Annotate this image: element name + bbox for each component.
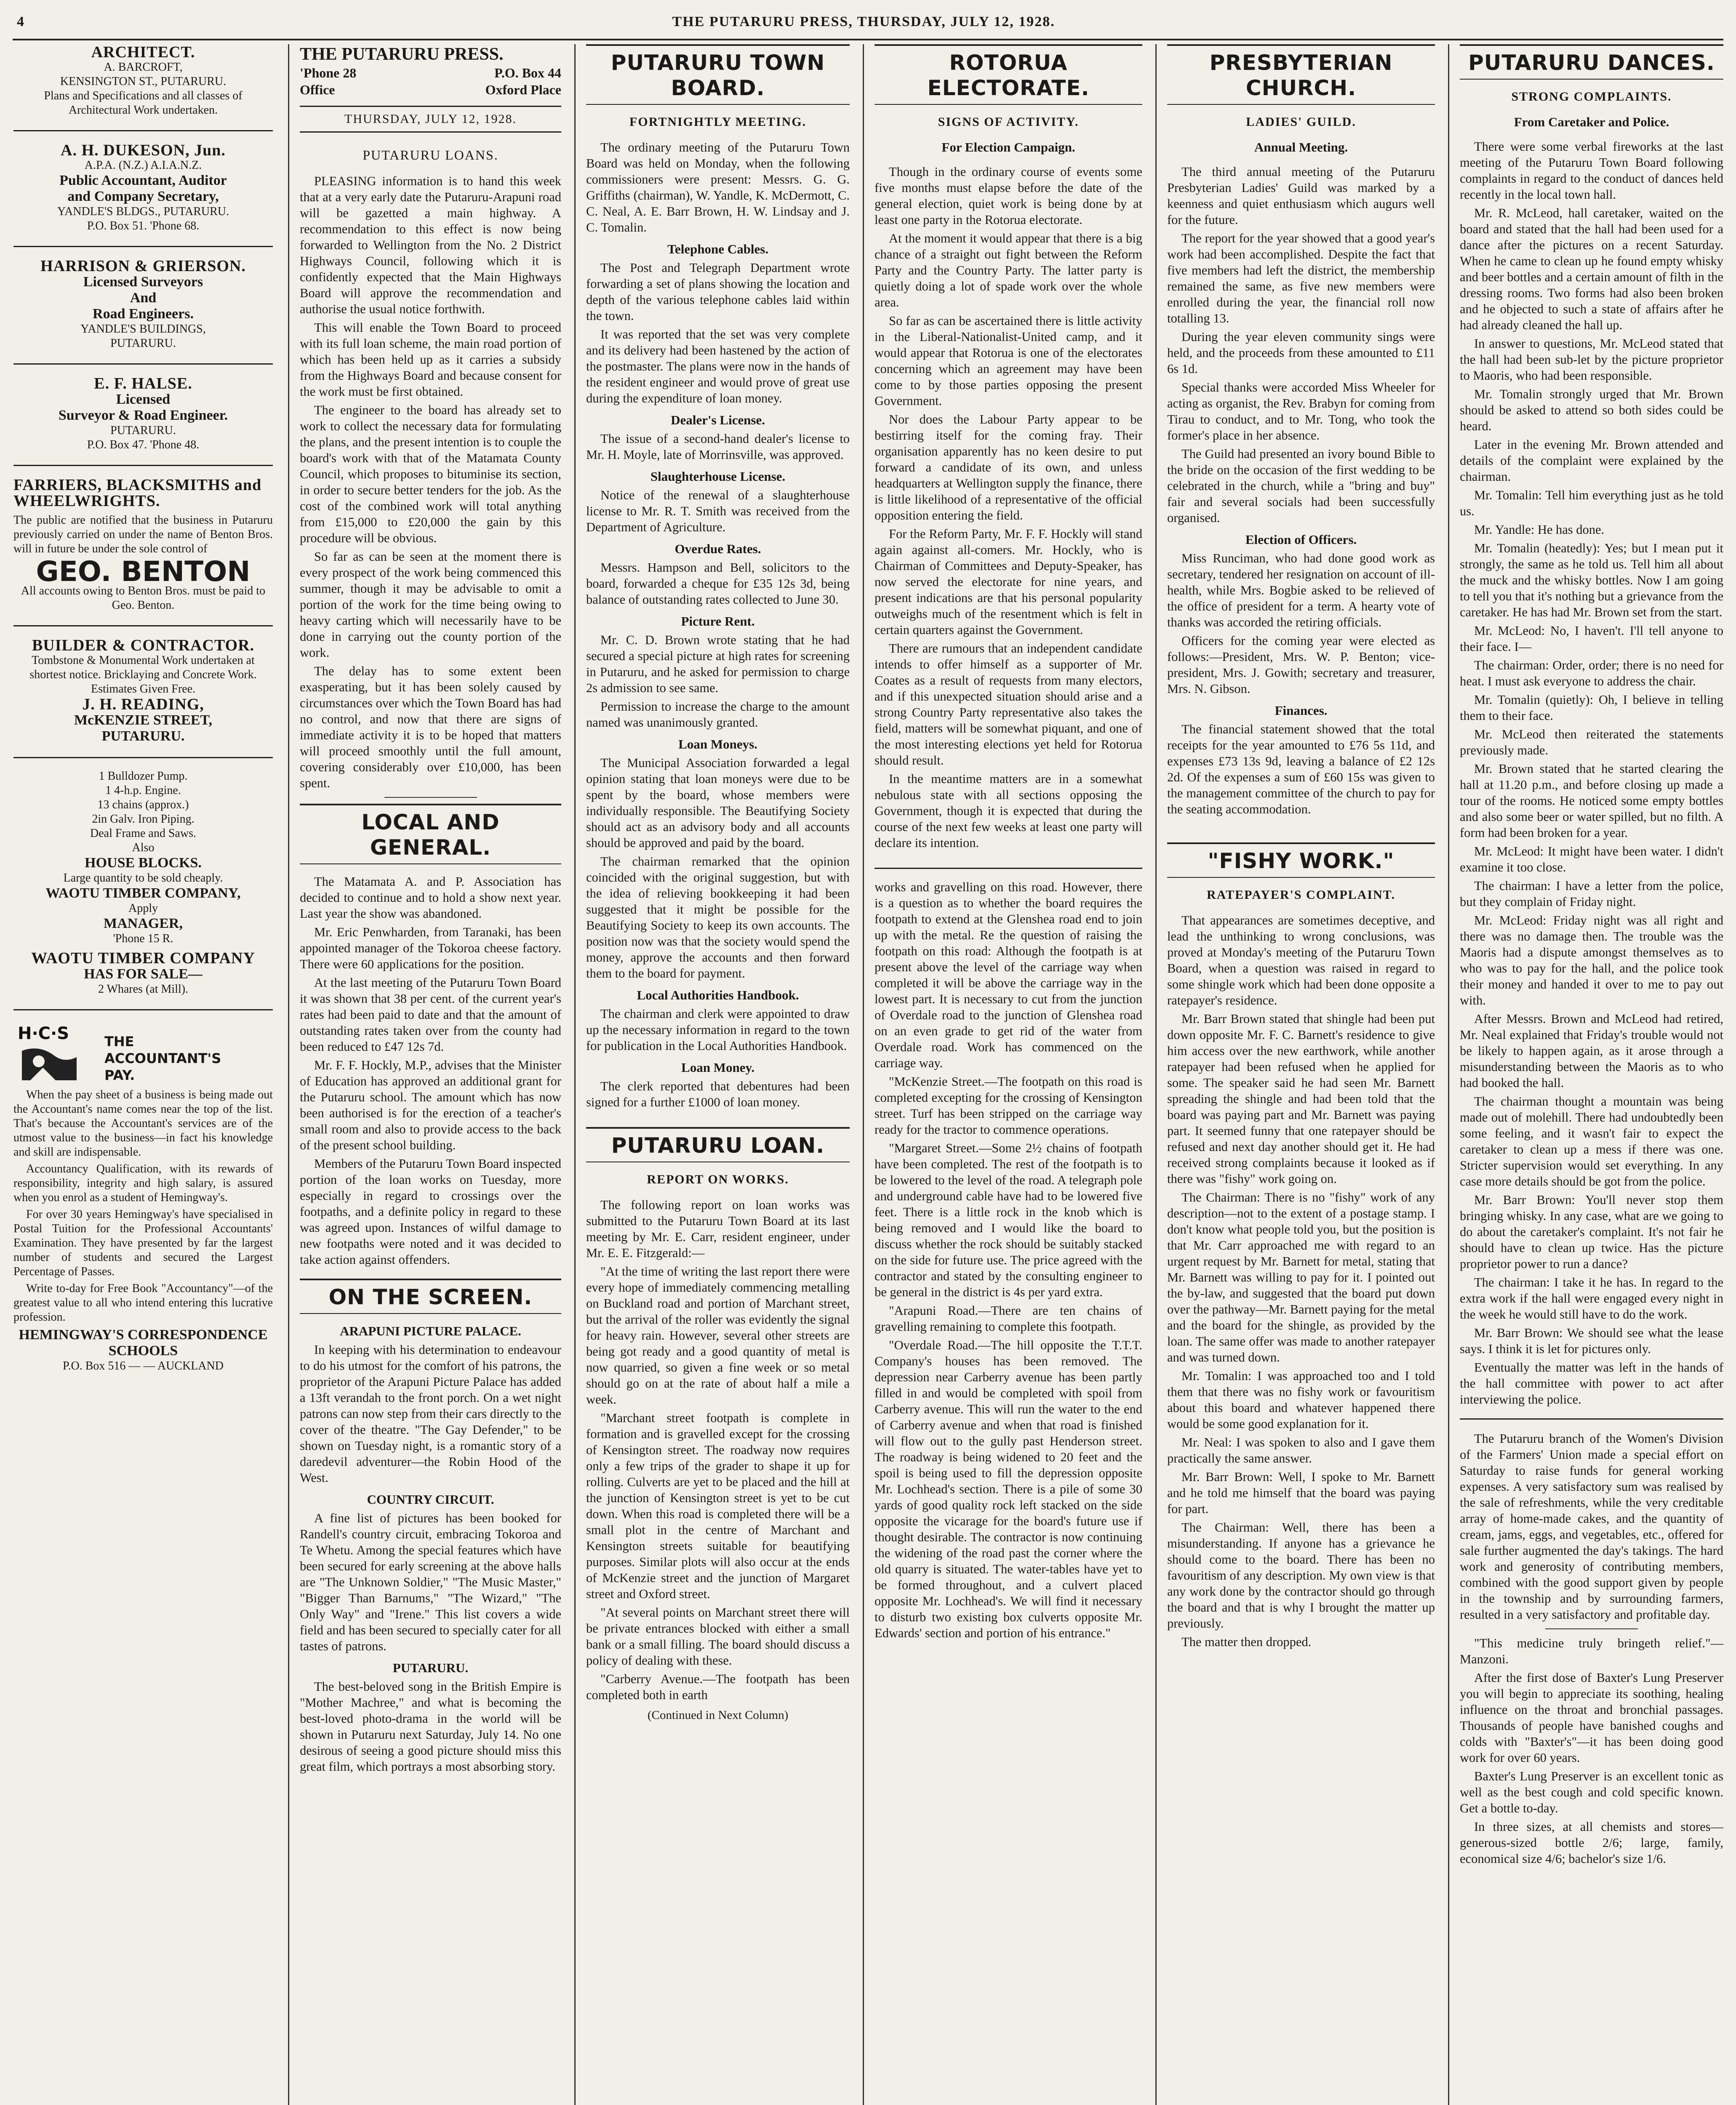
article-paragraph: Miss Runciman, who had done good work as secretary, tendered her resignation on account of ill-health, while Mrs. Bogbie asked to be relieved of the office of president for a term. A hearty vote of thanks was accorded the retiring officials. bbox=[1167, 551, 1435, 629]
running-head bbox=[0, 9, 1736, 35]
article-subheading: STRONG COMPLAINTS. bbox=[1511, 90, 1672, 104]
article-subheading: REPORT ON WORKS. bbox=[647, 1172, 789, 1186]
article-paragraph: There are rumours that an independent candidate intends to offer himself as a supporter of Mr. Coates as a result of requests from many electors, and if this unexpected situation should arise and a strong Country Party representative also takes the field, matters will be somewhat piquant, and one of the most interesting elections yet held for Rotorua should result. bbox=[875, 641, 1142, 767]
article-paragraph: Mr. Barr Brown stated that shingle had been put down opposite Mr. F. C. Barnett's residence to give him access over the new earthwork, while another ratepayer had been refused when he applied for some. The speaker said he had seen Mr. Barnett spreading the shingle and had been told that the board was paying part and Mr. Barnett was paying part. It seemed funny that one ratepayer should be refused and next day another should get it. He had received strong complaints because it looked as if there was "fishy" work going on. bbox=[1167, 1012, 1435, 1186]
article-paragraph: "Arapuni Road.—There are ten chains of gravelling remaining to complete this footpath. bbox=[875, 1303, 1142, 1334]
article-paragraph: The delay has to some extent been exasperating, but it has been solely caused by circumstances over which the Town Board has had no control, and now that there are signs of immediate activity it is to be hoped that matters will proceed smoothly until the full amount, covering considerably over £10,000, has been spent. bbox=[300, 664, 561, 790]
article-paragraph: "Carberry Avenue.—The footpath has been completed both in earth bbox=[586, 1672, 850, 1702]
advert-paragraph: After the first dose of Baxter's Lung Preserver you will begin to appreciate its soothing, healing influence on the throat and bronchial passages. Thousands of people have banished coughs and colds with "Baxter's"—it has been doing good work for over 60 years. bbox=[1460, 1671, 1723, 1765]
article-paragraph: The chairman: I have a letter from the police, but they complain of Friday night. bbox=[1460, 879, 1723, 909]
ad-contact: P.O. Box 47. 'Phone 48. bbox=[87, 438, 200, 451]
divider bbox=[13, 1009, 273, 1010]
ad-farriers bbox=[13, 477, 273, 613]
article-paragraph: PLEASING information is to hand this week that at a very early date the Putaruru-Arapuni road will be gazetted a main highway. A recommendation to this effect is now being forwarded to Wellington from the No. 2 District Highways Council, following which it is confidently expected that the Main Highways Board will approve the recommendation and authorise the usual notice forthwith. bbox=[300, 174, 561, 316]
ad-contact: 'Phone 15 R. bbox=[113, 932, 173, 945]
divider bbox=[875, 868, 1142, 869]
ad-dukeson bbox=[13, 142, 273, 233]
continued-note: (Continued in Next Column) bbox=[647, 1708, 789, 1722]
divider bbox=[13, 130, 273, 131]
article-paragraph: The Chairman: Well, there has been a misunderstanding. If anyone has a grievance he should come to the board. There has been no favouritism of any description. My own view is that any work done by the contractor should go through the board and that is why I brought the matter up previously. bbox=[1167, 1520, 1435, 1631]
article-paragraph: Mr. Brown stated that he started clearing the hall at 11.20 p.m., and before closing up made a tour of the rooms. He noticed some empty bottles and also some beer or water spilled, but no filth. A form had been broken for a year. bbox=[1460, 762, 1723, 840]
sale-item: 13 chains (approx.) bbox=[97, 798, 189, 811]
ad-address: YANDLE'S BUILDINGS, bbox=[80, 322, 206, 336]
article-paragraph: The chairman: I take it he has. In regard to the extra work if the hall were engaged every night in the week he would still have to do the work. bbox=[1460, 1275, 1723, 1322]
ad-line: Licensed Surveyors bbox=[83, 274, 203, 290]
hcs-logo-text: H·C·S bbox=[18, 1024, 69, 1043]
ad-town: PUTARURU. bbox=[110, 424, 176, 437]
article-subheading-2: Annual Meeting. bbox=[1254, 140, 1348, 155]
article-subheading: RATEPAYER'S COMPLAINT. bbox=[1207, 888, 1395, 902]
section-heading: Slaughterhouse License. bbox=[650, 469, 786, 484]
ad-name-large: GEO. BENTON bbox=[36, 555, 251, 588]
column-rule bbox=[288, 44, 289, 2105]
article-paragraph: Permission to increase the charge to the amount named was unanimously granted. bbox=[586, 699, 850, 730]
advert-paragraph: "This medicine truly bringeth relief."—Manzoni. bbox=[1460, 1636, 1723, 1666]
article-paragraph: The third annual meeting of the Putaruru Presbyterian Ladies' Guild was marked by a keenness and quiet enthusiasm which augurs well for the future. bbox=[1167, 165, 1435, 227]
ad-hemingways bbox=[13, 1021, 273, 1373]
article-paragraph: That appearances are sometimes deceptive, and lead the unthinking to wrong conclusions, was proved at Monday's meeting of the Putaruru Town Board, when a question was raised in regard to some shingle work which had been done opposite a ratepayer's residence. bbox=[1167, 913, 1435, 1007]
article-paragraph: At the moment it would appear that there is a big chance of a straight out fight between the Reform Party and the Country Party. The latter party is quietly doing a lot of spade work over the whole area. bbox=[875, 231, 1142, 309]
article-paragraph: Mr. Yandle: He has done. bbox=[1474, 522, 1605, 537]
advert-paragraph: Baxter's Lung Preserver is an excellent tonic as well as the best cough and cold specific known. Get a bottle to-day. bbox=[1460, 1769, 1723, 1815]
section-heading: Picture Rent. bbox=[681, 614, 755, 629]
article-headline: PRESBYTERIAN CHURCH. bbox=[1167, 44, 1435, 105]
article-paragraph: Mr. McLeod: Friday night was all right and there was no damage then. The trouble was the Maoris had a dispute amongst themselves as to who was to pay for the hall, and the police took their money and handed it over to me to pay out with. bbox=[1460, 913, 1723, 1007]
article-headline: PUTARURU TOWN BOARD. bbox=[586, 44, 850, 105]
section-heading: Dealer's License. bbox=[671, 413, 765, 427]
article-paragraph: The engineer to the board has already set to work to collect the necessary data for formulating the plans, and the present intention is to couple the board's work with that of the Matamata County Council, which proposes to bituminise its section, in order to secure better tenders for the job. As the cost of the combined work will total anything from £15,000 to £20,000 the gain by this procedure will be obvious. bbox=[300, 403, 561, 545]
article-paragraph: Mr. Barr Brown: Well, I spoke to Mr. Barnett and he told me himself that the board was paying for part. bbox=[1167, 1470, 1435, 1516]
masthead-title: THE PUTARURU PRESS. bbox=[300, 45, 504, 64]
column-rule bbox=[863, 44, 864, 2105]
article-paragraph: "Margaret Street.—Some 2½ chains of footpath have been completed. The rest of the footpath is to be lowered to the level of the road. A telegraph pole and underground cable have had to be lowered five feet. There is a little rock in the knob which is being removed and I would like the board to discuss whether the rock should be suitably stacked on the side for future use. The price agreed with the contractor and stated by the consulting engineer to be general in the district is 4s per yard extra. bbox=[875, 1141, 1142, 1299]
column-rule bbox=[1448, 44, 1449, 2105]
ad-quals: A.P.A. (N.Z.) A.I.A.N.Z. bbox=[84, 159, 202, 172]
ad-line: And bbox=[130, 290, 157, 306]
article-paragraph: A fine list of pictures has been booked for Randell's country circuit, embracing Tokoroa and Te Whetu. Among the special features which have been secured for early screening at the above halls are "The Unknown Soldier," "The Music Master," "Bigger Than Barnums," "The Wizard," "The Only Way" and "Irene." This list covers a wide field and has been secured to specially cater for all tastes of patrons. bbox=[300, 1511, 561, 1653]
divider bbox=[384, 797, 477, 798]
ad-contact: P.O. Box 51. 'Phone 68. bbox=[87, 219, 200, 232]
ad-line: Apply bbox=[128, 902, 158, 915]
article-paragraph: Officers for the coming year were elected as follows:—President, Mrs. W. P. Benton; vice-president, Mrs. J. Gowith; secretary and treasurer, Mrs. N. Gibson. bbox=[1167, 634, 1435, 696]
phone-label: 'Phone 28 bbox=[300, 65, 357, 80]
section-heading: Local Authorities Handbook. bbox=[637, 988, 799, 1002]
article-paragraph: The matter then dropped. bbox=[1181, 1635, 1312, 1649]
article-subheading: FORTNIGHTLY MEETING. bbox=[629, 115, 807, 129]
hcs-title-line: THE bbox=[104, 1034, 134, 1050]
section-heading: Finances. bbox=[1275, 703, 1328, 718]
dateline: THURSDAY, JULY 12, 1928. bbox=[300, 106, 561, 133]
hcs-title bbox=[104, 1021, 221, 1084]
hcs-header bbox=[13, 1021, 273, 1084]
article-paragraph: The Municipal Association forwarded a legal opinion stating that loan moneys were due to be spent by the board, whose members were individually responsible. The Beautifying Society should act as an advisory body and all accounts should be approved and paid by the board. bbox=[586, 756, 850, 850]
article-paragraph: For the Reform Party, Mr. F. F. Hockly will stand again against all-comers. Mr. Hockly, who is Chairman of Committees and Deputy-Speaker, has now served the electorate for nine years, and present indications are that his personal popularity outweighs much of the resentment which is felt in certain quarters against the Government. bbox=[875, 527, 1142, 637]
article-paragraph: Mr. Neal: I was spoken to also and I gave them practically the same answer. bbox=[1167, 1435, 1435, 1466]
divider bbox=[1545, 1628, 1638, 1629]
article-paragraph: The chairman thought a mountain was being made out of molehill. There had undoubtedly been some feeling, and it wasn't fair to expect the caretaker to clean up a mess if there was one. Stricter supervision would set everything. In any case more details should be got from the police. bbox=[1460, 1094, 1723, 1188]
ad-address: KENSINGTON ST., PUTARURU. bbox=[60, 75, 227, 88]
hcs-title-line: PAY. bbox=[104, 1067, 135, 1083]
article-headline: ON THE SCREEN. bbox=[300, 1279, 561, 1314]
ad-paragraph: For over 30 years Hemingway's have specialised in Postal Tuition for the Professional Accountants' Examination. They have presented by far the largest number of students and secured the Largest Percentage of Passes. bbox=[13, 1208, 273, 1278]
article-headline: ROTORUA ELECTORATE. bbox=[875, 44, 1142, 105]
article-paragraph: "Overdale Road.—The hill opposite the T.T.T. Company's houses has been removed. The depression near Carberry avenue has been partly filled in and would be completed with spoil from Carberry avenue. This will run the water to the end of Carberry avenue and when that road is finished will flow out to the gully past Henderson street. The roadway is being widened to 20 feet and the spoil is being used to fill the depression opposite Mr. Lochhead's section. There is a pile of some 30 yards of good quality rock left stacked on the side opposite the vicarage for the board's future use if thought desirable. The contractor is now continuing the widening of the road past the corner where the old quarry is situated. The water-tables have yet to be formed throughout, and a culvert placed opposite Mr. Lochhead's. We will find it necessary to disturb two existing box culverts opposite Mr. Edwards' section and portion of his entrance." bbox=[875, 1338, 1142, 1640]
column-dances bbox=[1451, 44, 1733, 2105]
ad-harrison bbox=[13, 258, 273, 351]
article-paragraph: Mr. Eric Penwharden, from Taranaki, has been appointed manager of the Tokoroa cheese factory. There were 60 applications for the position. bbox=[300, 925, 561, 971]
article-paragraph: "At the time of writing the last report there were every hope of immediately commencing metalling on Buckland road and portion of Marchant street, but the arrival of the roller was evidently the signal for heavy rain. However, several other streets are being got ready and a good quantity of metal is now quarried, so given a fine week or so metal should go on at the rate of about half a mile a week. bbox=[586, 1264, 850, 1407]
ad-builder bbox=[13, 637, 273, 744]
article-paragraph: So far as can be seen at the moment there is every prospect of the work being commenced this summer, though it may be advisable to omit a portion of the work for the time being owing to heavy carting which will necessarily have to be done in carrying out the county portion of the work. bbox=[300, 549, 561, 660]
article-paragraph: In the meantime matters are in a somewhat nebulous state with all sections opposing the Government, though it is expected that during the course of the next few weeks at least one party will declare its intention. bbox=[875, 772, 1142, 850]
ad-heading: FARRIERS, BLACKSMITHS and WHEELWRIGHTS. bbox=[13, 476, 262, 510]
article-paragraph: "McKenzie Street.—The footpath on this road is completed excepting for the crossing of Kensington street. Turf has been stripped on the carriage way ready for the tractor to commence operations. bbox=[875, 1074, 1142, 1137]
ad-text: Tombstone & Monumental Work undertaken at shortest notice. Bricklaying and Concrete Work. bbox=[29, 654, 257, 681]
header-rule bbox=[13, 39, 1723, 40]
article-paragraph: The clerk reported that debentures had been signed for a further £1000 of loan money. bbox=[586, 1079, 850, 1109]
article-paragraph: The Guild had presented an ivory bound Bible to the bride on the occasion of the first wedding to be celebrated in the church, while a "bring and buy" fair and several socials had been successfully organised. bbox=[1167, 447, 1435, 525]
section-heading: Telephone Cables. bbox=[667, 242, 768, 256]
ad-name: HARRISON & GRIERSON. bbox=[40, 257, 246, 275]
divider bbox=[13, 465, 273, 466]
article-subheading: LADIES' GUILD. bbox=[1246, 115, 1356, 129]
masthead-office-row bbox=[300, 81, 561, 98]
ad-company: WAOTU TIMBER COMPANY bbox=[31, 949, 255, 967]
page-number: 4 bbox=[17, 14, 25, 29]
ad-paragraph: Write to-day for Free Book "Accountancy"—of the greatest value to all who intend entering this lucrative profession. bbox=[13, 1282, 273, 1324]
advert-paragraph: In three sizes, at all chemists and stores—generous-sized bottle 2/6; large, family, economical size 4/6; bachelor's size 1/6. bbox=[1460, 1820, 1723, 1866]
ad-heading: ARCHITECT. bbox=[91, 44, 195, 61]
ad-name: E. F. HALSE. bbox=[94, 375, 192, 392]
article-paragraph: Later in the evening Mr. Brown attended and details of the complaint were explained by the chairman. bbox=[1460, 437, 1723, 484]
ad-company: WAOTU TIMBER COMPANY, bbox=[45, 885, 241, 901]
ad-line: 2 Whares (at Mill). bbox=[98, 983, 189, 996]
article-paragraph: Mr. McLeod then reiterated the statements previously made. bbox=[1460, 727, 1723, 757]
section-heading: Loan Money. bbox=[681, 1060, 755, 1075]
article-paragraph: Mr. Tomalin strongly urged that Mr. Brown should be asked to attend so both sides could be heard. bbox=[1460, 387, 1723, 433]
ad-line: HOUSE BLOCKS. bbox=[85, 855, 202, 871]
office-label: Office bbox=[300, 82, 335, 97]
office-place: Oxford Place bbox=[485, 82, 561, 97]
article-paragraph: Special thanks were accorded Miss Wheeler for acting as organist, the Rev. Brabyn for coming from Tirau to conduct, and to Mr. Tong, who took the former's place in her absence. bbox=[1167, 380, 1435, 442]
ad-line: Also bbox=[132, 841, 155, 854]
article-paragraph: Mr. Tomalin (heatedly): Yes; but I mean put it strongly, the same as he told us. Tell him all about the muck and the whisky bottles. Now I am going to tell you that it's nothing but a grievance from the caretaker. He has had Mr. Brown set from the start. bbox=[1460, 541, 1723, 619]
article-paragraph: There were some verbal fireworks at the last meeting of the Putaruru Town Board following complaints in regard to the conduct of dances held recently in the local town hall. bbox=[1460, 139, 1723, 202]
ad-name: A. BARCROFT, bbox=[104, 61, 183, 74]
article-paragraph: The chairman and clerk were appointed to draw up the necessary information in regard to the town for publication in the Local Authorities Handbook. bbox=[586, 1007, 850, 1053]
article-paragraph: The Matamata A. and P. Association has decided to continue and to hold a show next year. Last year the show was abandoned. bbox=[300, 874, 561, 921]
hcs-logo-icon bbox=[13, 1021, 98, 1084]
article-paragraph: Eventually the matter was left in the hands of the hall committee with power to act after interviewing the police. bbox=[1460, 1360, 1723, 1407]
ad-line: Road Engineers. bbox=[93, 306, 194, 322]
article-paragraph: The financial statement showed that the total receipts for the year amounted to £76 5s 11d, and expenses £73 13s 9d, leaving a balance of £2 12s 2d. Of the expenses a sum of £60 15s was given to the management committee of the church to pay for the seating accommodation. bbox=[1167, 722, 1435, 816]
column-rotorua-electorate bbox=[865, 44, 1152, 2105]
sale-item: 1 Bulldozer Pump. bbox=[99, 770, 188, 783]
sale-item: 2in Galv. Iron Piping. bbox=[92, 813, 195, 826]
ad-name: J. H. READING, bbox=[82, 695, 204, 713]
ad-text: The public are notified that the business in Putaruru previously carried on under the name of Benton Bros. will in future be under the sole control of bbox=[13, 514, 273, 555]
divider bbox=[13, 625, 273, 626]
ad-town: PUTARURU. bbox=[110, 337, 176, 350]
article-paragraph: At the last meeting of the Putaruru Town Board it was shown that 38 per cent. of the current year's rates had been paid to date and that the amount of outstanding rates taken over from the county had been reduced to £47 12s 7d. bbox=[300, 975, 561, 1054]
article-paragraph: The Putaruru branch of the Women's Division of the Farmers' Union made a special effort on Saturday to raise funds for general working expenses. A very satisfactory sum was realised by the sale of refreshments, while the very creditable array of home-made cakes, and the quantity of cream, jams, eggs, and vegetables, etc., offered for sale further augmented the day's takings. The hard work and generosity of contributing members, combined with the good support given by people in the township and by surrounding farmers, resulted in a very satisfactory and profitable day. bbox=[1460, 1431, 1723, 1622]
article-paragraph: This will enable the Town Board to proceed with its full loan scheme, the main road portion of which has been held up as it carries a subsidy from the Highways Board and because consent for the work must be first obtained. bbox=[300, 320, 561, 399]
article-paragraph: Members of the Putaruru Town Board inspected portion of the loan works on Tuesday, more especially in regard to crossings over the footpaths, and a definite policy in regard to these was agreed upon. Instances of wilful damage to new footpaths were noted and it was decided to take action against offenders. bbox=[300, 1156, 561, 1267]
ad-paragraph: When the pay sheet of a business is being made out the Accountant's name comes near the top of the list. That's because the Accountant's services are of the utmost value to the business—in fact his knowledge and skill are indispensable. bbox=[13, 1088, 273, 1159]
hcs-title-line: ACCOUNTANT'S bbox=[104, 1050, 221, 1066]
article-subheading-2: For Election Campaign. bbox=[941, 140, 1075, 155]
ad-line: Surveyor & Road Engineer. bbox=[58, 408, 228, 423]
article-paragraph: The issue of a second-hand dealer's license to Mr. H. Moyle, late of Morrinsville, was approved. bbox=[586, 432, 850, 462]
article-paragraph: "At several points on Marchant street there will be private entrances blocked with either a small bank or a small filling. The board should discuss a policy of dealing with these. bbox=[586, 1605, 850, 1668]
ad-line: Large quantity to be sold cheaply. bbox=[63, 871, 223, 885]
article-headline: PUTARURU LOAN. bbox=[586, 1127, 850, 1162]
column-rule bbox=[574, 44, 576, 2105]
masthead-phone-row bbox=[300, 64, 561, 81]
column-editorial bbox=[291, 44, 571, 2105]
article-paragraph: Nor does the Labour Party appear to be bestirring itself for the coming fray. Their organisation apparently has no keen desire to put forward a candidate of its own, and unless headquarters at Wellington supply the finance, there is little likelihood of a representative of the official opposition entering the field. bbox=[875, 412, 1142, 522]
article-paragraph: Messrs. Hampson and Bell, solicitors to the board, forwarded a cheque for £35 12s 3d, being balance of outstanding rates collected to June 30. bbox=[586, 560, 850, 607]
po-box: P.O. Box 44 bbox=[494, 65, 561, 80]
article-headline: LOCAL AND GENERAL. bbox=[300, 804, 561, 864]
ad-street: McKENZIE STREET, bbox=[74, 712, 213, 728]
article-paragraph: The chairman remarked that the opinion coincided with the original suggestion, but with the idea of relieving bookkeeping it had been suggested that it might be possible for the Beautifying Society to keep its own accounts. The position now was that the society would spend the money, approve the accounts and then forward them to the board for payment. bbox=[586, 854, 850, 981]
article-paragraph: The Post and Telegraph Department wrote forwarding a set of plans showing the location and depth of the various telephone cables laid within the town. bbox=[586, 261, 850, 323]
article-paragraph: During the year eleven community sings were held, and the proceeds from these amounted to £11 6s 1d. bbox=[1167, 330, 1435, 376]
article-paragraph: Mr. F. F. Hockly, M.P., advises that the Minister of Education has approved an additional grant for the Putaruru school. The amount which has now been authorised is for the erection of a teacher's small room and also to provide access to the back of the present school building. bbox=[300, 1058, 561, 1152]
article-paragraph: So far as can be ascertained there is little activity in the Liberal-Nationalist-United camp, and it would appear that Rotorua is one of the electorates concerning which an agreement may have been come to by those parties opposing the present Government. bbox=[875, 314, 1142, 408]
article-paragraph: The best-beloved song in the British Empire is "Mother Machree," and what is becoming the best-loved photo-drama in the world will be shown in Putaruru next Saturday, July 14. No one desirous of seeing a good picture should miss this great film, which portrays a most absorbing story. bbox=[300, 1679, 561, 1774]
article-paragraph: Mr. Barr Brown: We should see what the lease says. I think it is let for pictures only. bbox=[1460, 1326, 1723, 1356]
ad-text: Plans and Specifications and all classes of Architectural Work undertaken. bbox=[44, 89, 243, 117]
ad-paragraph: Accountancy Qualification, with its rewards of responsibility, integrity and high salary, is assured when you enrol as a student of Hemingway's. bbox=[13, 1162, 273, 1204]
article-paragraph: After Messrs. Brown and McLeod had retired, Mr. Neal explained that Friday's trouble would not be likely to happen again, as it arose through a misunderstanding between the Maoris as to who had booked the hall. bbox=[1460, 1012, 1723, 1090]
article-paragraph: The Chairman: There is no "fishy" work of any description—not to the extent of a postage stamp. I don't know what people told you, but the position is that Mr. Carr approached me with regard to an urgent request by Mr. Barnett for metal, stating that Mr. Barnett was willing to pay for it. I pointed out the by-law, and suggested that the board put down over the pathway—Mr. Barnett paying for the metal and the board for the shingle, as provided by the loan. The same offer was made to another ratepayer and was turned down. bbox=[1167, 1190, 1435, 1364]
column-town-board bbox=[577, 44, 859, 2105]
article-paragraph: Mr. R. McLeod, hall caretaker, waited on the board and stated that the hall had been used for a dance after the pictures on a recent Saturday. When he came to clean up he found empty whisky and beer bottles and a certain amount of filth in the dressing rooms. Two forms had also been broken and he objected to such a state of affairs after he had already cleaned the hall up. bbox=[1460, 206, 1723, 332]
ad-town: PUTARURU. bbox=[101, 728, 185, 744]
article-headline: "FISHY WORK." bbox=[1167, 842, 1435, 878]
article-paragraph: "Marchant street footpath is complete in formation and is gravelled except for the crossing of Kensington street. The roadway now requires only a few trips of the grader to shape it up for rolling. Culverts are yet to be placed and the hill at the junction of Kensington street is yet to be cut down. When this road is completed there will be a small plot in the centre of Marchant and Kensington streets suitable for beautifying purposes. Similar plots will also occur at the ends of McKenzie street and the junction of Margaret street and Oxford street. bbox=[586, 1411, 850, 1601]
article-paragraph: It was reported that the set was very complete and its delivery had been hastened by the action of the postmaster. The plans were now in the hands of the resident engineer and would prove of great use during the expenditure of loan money. bbox=[586, 327, 850, 405]
ad-line: MANAGER, bbox=[104, 916, 183, 931]
ad-heading: BUILDER & CONTRACTOR. bbox=[32, 637, 255, 654]
column-rule bbox=[1155, 44, 1157, 2105]
ad-line: Licensed bbox=[116, 392, 171, 407]
ad-line: HAS FOR SALE— bbox=[84, 966, 203, 982]
article-paragraph: works and gravelling on this road. However, there is a question as to whether the board requires the footpath to extend at the Glenshea road end to join up with the metal. Re the question of raising the footpath on this road: Although the footpath is at present above the level of the carriage way when completed it will be above the carriage way in the lowest part. It is necessary to cut from the junction of Overdale road to the junction of Glenshea road on an even grade to get rid of the water from Overdale road. Work has commenced on the carriage way. bbox=[875, 880, 1142, 1070]
article-paragraph: The chairman: Order, order; there is no need for heat. I must ask everyone to address the chair. bbox=[1460, 658, 1723, 688]
ad-waotu-timber bbox=[13, 769, 273, 997]
column-presbyterian bbox=[1158, 44, 1444, 2105]
sale-item: Deal Frame and Saws. bbox=[90, 827, 196, 840]
article-paragraph: The report for the year showed that a good year's work had been accomplished. Despite the fact that five members had left the district, the membership remained the same, as five new members were enrolled during the year, the financial roll now totalling 13. bbox=[1167, 231, 1435, 325]
ad-architect bbox=[13, 44, 273, 117]
article-subheading: SIGNS OF ACTIVITY. bbox=[938, 115, 1079, 129]
section-heading: Election of Officers. bbox=[1245, 532, 1357, 547]
section-heading: Loan Moneys. bbox=[678, 737, 757, 751]
ad-text: Estimates Given Free. bbox=[91, 682, 196, 695]
ad-line: and Company Secretary, bbox=[67, 189, 219, 204]
article-paragraph: The following report on loan works was submitted to the Putaruru Town Board at its last meeting by Mr. E. Carr, resident engineer, under Mr. E. E. Fitzgerald:— bbox=[586, 1198, 850, 1260]
article-paragraph: Mr. Barr Brown: You'll never stop them bringing whisky. In any case, what are we going to do about the caretaker's complaint. It's not fair he should have to clean up twice. Has the picture proprietor power to run a dance? bbox=[1460, 1193, 1723, 1271]
ad-address: YANDLE'S BLDGS., PUTARURU. bbox=[57, 205, 229, 218]
section-heading: PUTARURU. bbox=[392, 1660, 469, 1675]
article-paragraph: In keeping with his determination to endeavour to do his utmost for the comfort of his patrons, the proprietor of the Arapuni Picture Palace has added a 13ft verandah to the front porch. On a wet night patrons can now step from their cars directly to the cover of the theatre. "The Gay Defender," to be shown on Tuesday night, is a romantic story of a daredevil adventurer—the Robin Hood of the West. bbox=[300, 1343, 561, 1485]
section-heading: Overdue Rates. bbox=[675, 541, 761, 556]
divider bbox=[13, 363, 273, 365]
article-paragraph: Mr. C. D. Brown wrote stating that he had secured a special picture at high rates for screening in Putaruru, and he asked for permission to charge 2s admission to see same. bbox=[586, 633, 850, 695]
article-headline: PUTARURU DANCES. bbox=[1460, 44, 1723, 80]
ad-address: P.O. Box 516 — — AUCKLAND bbox=[63, 1359, 224, 1372]
article-paragraph: Notice of the renewal of a slaughterhouse license to Mr. R. T. Smith was received from the Department of Agriculture. bbox=[586, 488, 850, 534]
ad-footer: All accounts owing to Benton Bros. must be paid to Geo. Benton. bbox=[21, 584, 266, 612]
ad-name: A. H. DUKESON, Jun. bbox=[61, 141, 226, 159]
ad-company: HEMINGWAY'S CORRESPONDENCE SCHOOLS bbox=[19, 1327, 268, 1359]
article-paragraph: In answer to questions, Mr. McLeod stated that the hall had been sub-let by the picture proprietor to Maoris, who had been responsible. bbox=[1460, 336, 1723, 383]
article-paragraph: Mr. Tomalin (quietly): Oh, I believe in telling them to their face. bbox=[1460, 693, 1723, 723]
article-paragraph: Mr. Tomalin: I was approached too and I told them that there was no fishy work or favouritism about this board and whatever happened there would be some good explanation for it. bbox=[1167, 1369, 1435, 1431]
ad-halse bbox=[13, 376, 273, 452]
article-paragraph: Mr. Tomalin: Tell him everything just as he told us. bbox=[1460, 488, 1723, 518]
divider bbox=[13, 757, 273, 758]
running-title: THE PUTARURU PRESS, THURSDAY, JULY 12, 1928. bbox=[672, 14, 1055, 29]
column-advertisements bbox=[4, 44, 282, 2105]
divider bbox=[13, 246, 273, 247]
sale-item: 1 4-h.p. Engine. bbox=[105, 784, 181, 797]
article-paragraph: The ordinary meeting of the Putaruru Town Board was held on Monday, when the following commissioners were present: Messrs. G. G. Griffiths (chairman), W. Yandle, K. McDermott, C. C. Neal, A. E. Barr Brown, H. W. Lindsay and J. C. Tomalin. bbox=[586, 140, 850, 234]
article-heading: PUTARURU LOANS. bbox=[363, 147, 499, 163]
article-subheading-2: From Caretaker and Police. bbox=[1514, 115, 1669, 129]
article-paragraph: Mr. McLeod: It might have been water. I didn't examine it too close. bbox=[1460, 844, 1723, 874]
section-heading: COUNTRY CIRCUIT. bbox=[367, 1492, 494, 1507]
ad-line: Public Accountant, Auditor bbox=[59, 173, 227, 188]
section-heading: ARAPUNI PICTURE PALACE. bbox=[340, 1324, 521, 1338]
article-paragraph: Though in the ordinary course of events some five months must elapse before the date of the general election, quiet work is being done by at least one party in the Rotorua electorate. bbox=[875, 165, 1142, 227]
divider bbox=[1460, 1418, 1723, 1420]
article-paragraph: Mr. McLeod: No, I haven't. I'll tell anyone to their face. I— bbox=[1460, 624, 1723, 654]
